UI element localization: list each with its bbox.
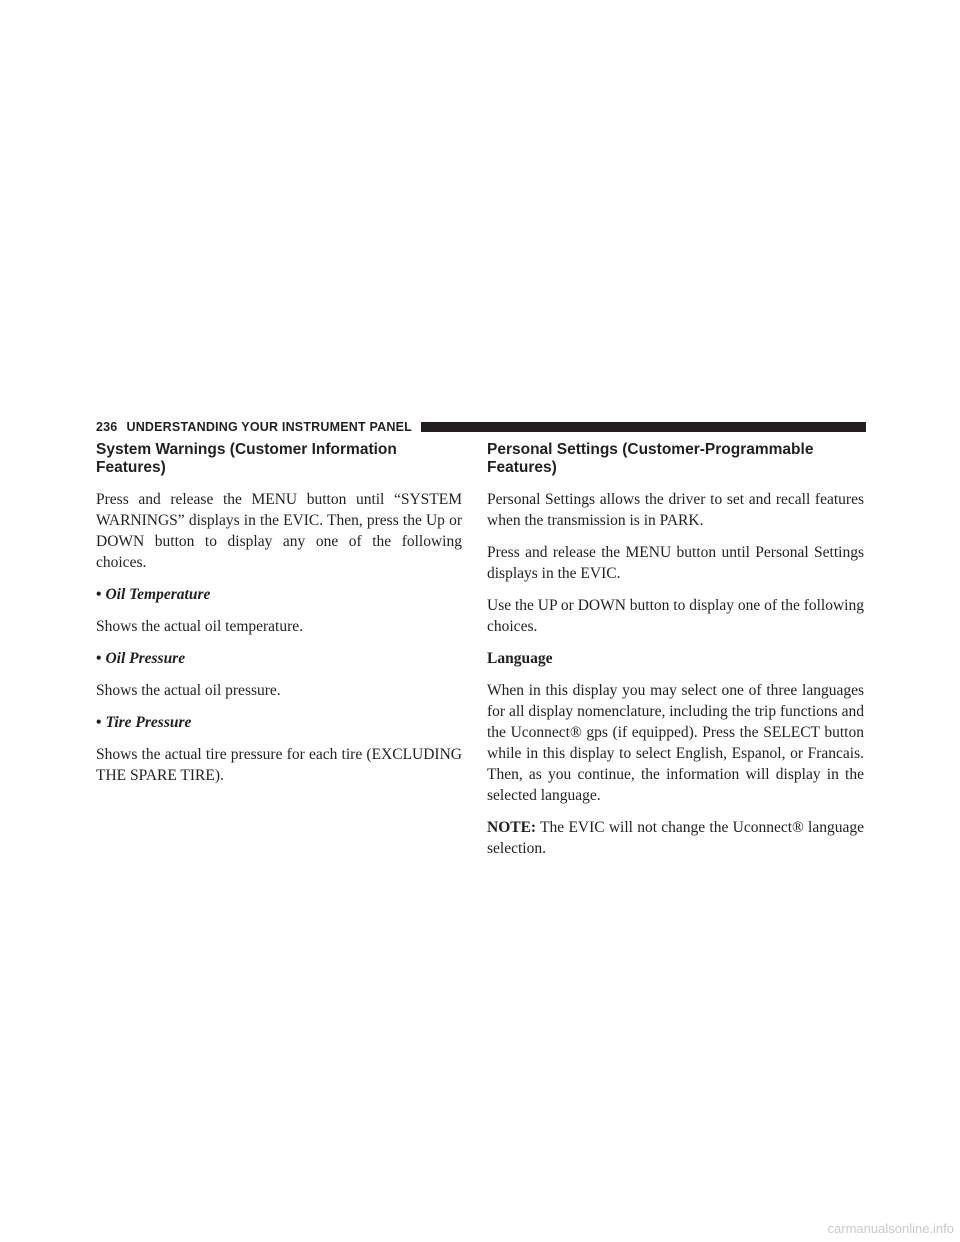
header-rule: [421, 422, 866, 432]
bullet-icon: •: [96, 714, 102, 731]
left-column: [96, 441, 462, 797]
system-warnings-intro: Press and release the MENU button until “SYSTEM WARNINGS” displays in the EVIC. Then, press the Up or DOWN button to display any one of the following choices.: [96, 491, 462, 571]
note-text: The EVIC will not change the Uconnect® language selection.: [487, 819, 864, 857]
paragraph: Use the UP or DOWN button to display one of the following choices.: [487, 597, 864, 635]
paragraph: When in this display you may select one of three languages for all display nomenclature, including the trip functions and the Uconnect® gps (if equipped). Press the SELECT button while in this display to select English, Espanol, or Francais. Then, as you continue, the information will display in the selected language.: [487, 682, 864, 804]
page-header: [96, 418, 866, 436]
section-title: UNDERSTANDING YOUR INSTRUMENT PANEL: [126, 420, 412, 434]
bullet-icon: •: [96, 586, 102, 603]
bullet-item-oil-pressure: [96, 648, 462, 669]
item-description: Shows the actual oil pressure.: [96, 682, 281, 699]
paragraph: Press and release the MENU button until Personal Settings displays in the EVIC.: [487, 544, 864, 582]
note-label: NOTE:: [487, 819, 537, 836]
item-description: Shows the actual tire pressure for each tire (EXCLUDING THE SPARE TIRE).: [96, 746, 462, 784]
right-column: [487, 441, 864, 870]
personal-settings-heading: Personal Settings (Customer-Programmable Features): [487, 441, 814, 476]
bullet-label: Tire Pressure: [105, 714, 192, 731]
paragraph: Personal Settings allows the driver to set and recall features when the transmission is in PARK.: [487, 491, 864, 529]
page-number: 236: [96, 420, 118, 434]
bullet-icon: •: [96, 650, 102, 667]
bullet-item-tire-pressure: [96, 712, 462, 733]
language-subheading: Language: [487, 650, 553, 667]
bullet-label: Oil Pressure: [105, 650, 186, 667]
bullet-item-oil-temperature: [96, 584, 462, 605]
bullet-label: Oil Temperature: [105, 586, 211, 603]
item-description: Shows the actual oil temperature.: [96, 618, 304, 635]
system-warnings-heading: System Warnings (Customer Information Features): [96, 441, 397, 476]
watermark: carmanualsonline.info: [827, 1221, 954, 1236]
note-paragraph: [487, 817, 864, 859]
